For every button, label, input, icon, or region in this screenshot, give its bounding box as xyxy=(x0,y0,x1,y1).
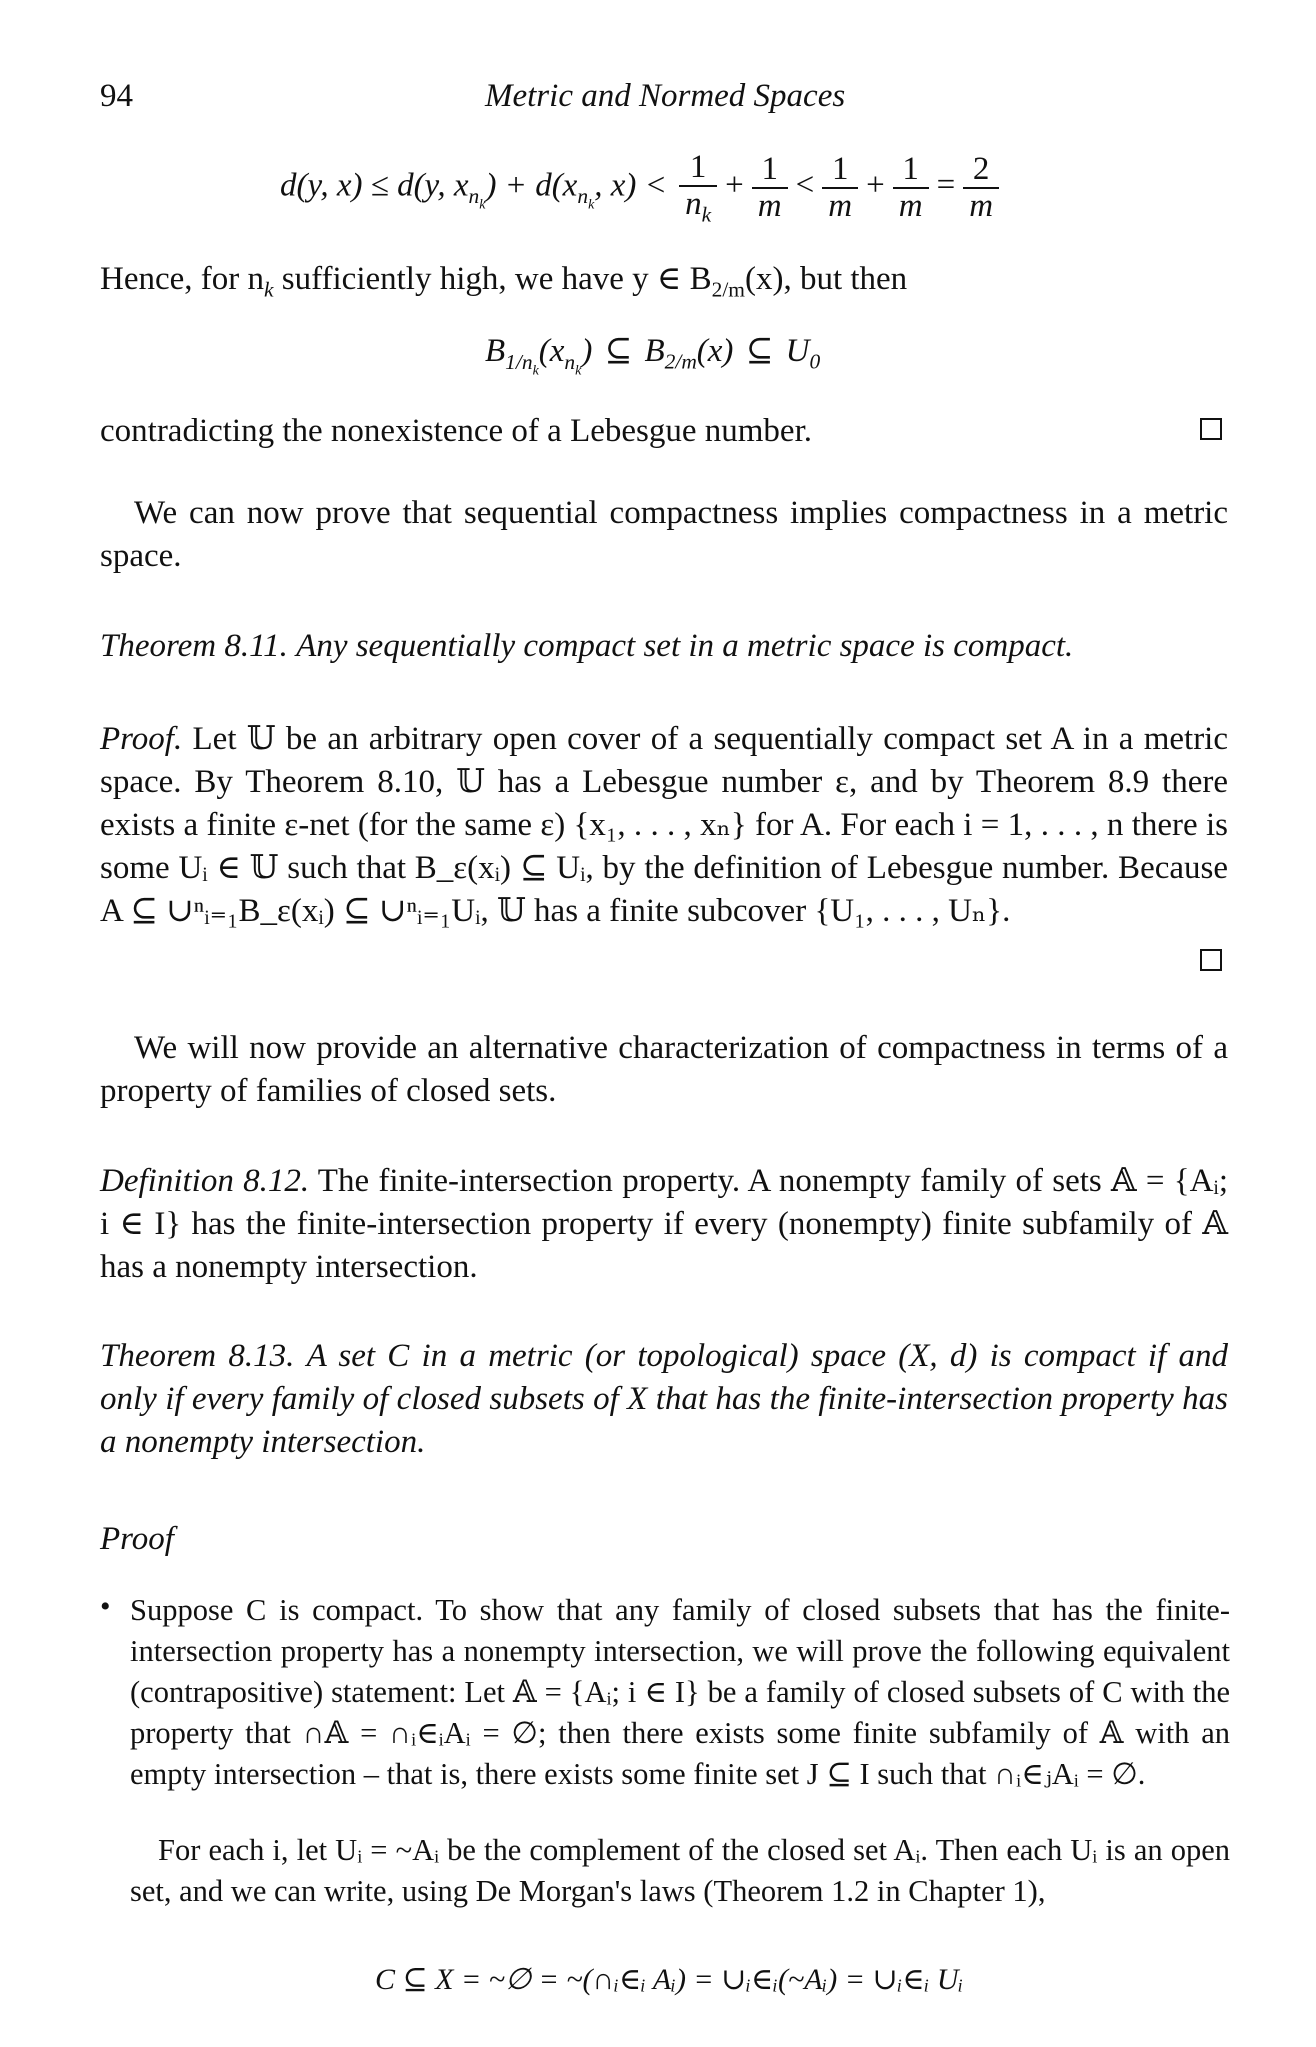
definition-8-12-text: The finite-intersection property. A nonempty family of sets 𝔸 = {Aᵢ; i ∈ I} has the finite-intersection property if every (nonempty) finite subfamily of 𝔸 has a nonempty intersection. xyxy=(100,1163,1229,1285)
definition-8-12 xyxy=(100,1160,1228,1289)
proof-8-13-heading: Proof xyxy=(100,1521,174,1557)
eq1-plus-2: + xyxy=(866,167,885,204)
frac4-den: m xyxy=(898,187,923,224)
proof-8-11-text: Let 𝕌 be an arbitrary open cover of a sequentially compact set A in a metric space. By Theorem 8.10, 𝕌 has a Lebesgue number ε, and by Theorem 8.9 there exists a finite ε-net (for the same ε) {x₁, . . . , xₙ} for A. For each i = 1, . . . , n there is some Uᵢ ∈ 𝕌 such that B_ε(xᵢ) ⊆ Uᵢ, by the definition of Lebesgue number. Because A ⊆ ∪ⁿᵢ₌₁B_ε(xᵢ) ⊆ ∪ⁿᵢ₌₁Uᵢ, 𝕌 has a finite subcover {U₁, . . . , Uₙ}. xyxy=(100,721,1228,929)
frac5-num: 2 xyxy=(963,152,999,189)
eq1-lhs-subsub2: k xyxy=(588,197,595,213)
eq1-lhs-sub2: n xyxy=(577,184,589,209)
eq2-b1-arg: (x xyxy=(538,333,565,369)
paragraph-we-can-now: We can now prove that sequential compactness implies compactness in a metric space. xyxy=(100,495,1228,574)
proof-8-11-label: Proof. xyxy=(100,721,183,757)
proof-8-13-label xyxy=(100,1518,1228,1561)
frac4-num: 1 xyxy=(893,152,929,189)
definition-8-12-label: Definition 8.12. xyxy=(100,1163,310,1199)
theorem-8-11 xyxy=(100,625,1228,668)
frac3-den: m xyxy=(828,187,853,224)
eq2-subset-2: ⊆ xyxy=(745,333,774,369)
equation-ball-inclusion xyxy=(485,330,820,379)
eq2-b2: B xyxy=(644,333,665,369)
eq2-b1: B xyxy=(485,333,506,369)
running-head: Metric and Normed Spaces xyxy=(485,78,846,114)
frac2-num: 1 xyxy=(752,152,788,189)
fraction-1-m-b xyxy=(822,152,858,223)
proof-8-13-bullet-text: Suppose C is compact. To show that any family of closed subsets that has the finite-intersection property has a nonempty intersection, we will prove the following equivalent (contrapositive) statement: Let 𝔸 = {Aᵢ; i ∈ I} be a family of closed subsets of C with the property that ∩𝔸 = ∩ᵢ∈ᵢAᵢ = ∅; then there exists some finite subfamily of 𝔸 with an empty intersection – that is, there exists some finite set J ⊆ I such that ∩ᵢ∈ⱼAᵢ = ∅. xyxy=(130,1593,1230,1791)
hence-sub-2m: 2/m xyxy=(711,277,745,302)
eq1-lhs-sub: n xyxy=(468,184,480,209)
page-header xyxy=(100,78,1226,118)
qed-box-1 xyxy=(1200,418,1222,440)
frac1-den-sub: k xyxy=(701,202,712,227)
paragraph-alternative: We will now provide an alternative characterization of compactness in terms of a property of families of closed sets. xyxy=(100,1030,1228,1109)
theorem-8-13 xyxy=(100,1335,1228,1464)
equation-distance-bound xyxy=(280,150,1003,226)
eq2-b1-arg-sub: n xyxy=(564,349,576,374)
frac3-num: 1 xyxy=(822,152,858,189)
frac5-den: m xyxy=(969,187,994,224)
qed-box-2 xyxy=(1200,949,1222,971)
theorem-8-13-label: Theorem 8.13. xyxy=(100,1338,295,1374)
paragraph-hence xyxy=(100,258,1228,312)
eq1-lhs-subsub: k xyxy=(479,197,486,213)
hence-text-3: (x), but then xyxy=(744,261,908,297)
eq2-u: U xyxy=(785,333,810,369)
hence-sub-k: k xyxy=(264,277,274,302)
eq2-b1-arg-subsub: k xyxy=(575,362,582,378)
eq2-b2-sub: 2/m xyxy=(664,349,697,374)
proof-8-13-para2: For each i, let Uᵢ = ~Aᵢ be the complement of the closed set Aᵢ. Then each Uᵢ is an open set, and we can write, using De Morgan's laws (Theorem 1.2 in Chapter 1), xyxy=(130,1833,1230,1908)
theorem-8-13-text: A set C in a metric (or topological) space (X, d) is compact if and only if every family of closed subsets of X that has the finite-intersection property has a nonempty intersection. xyxy=(100,1338,1228,1460)
fraction-1-m-a xyxy=(752,152,788,223)
proof-8-11 xyxy=(100,718,1228,933)
fraction-1-nk xyxy=(679,150,717,226)
theorem-8-11-text: Any sequentially compact set in a metric space is compact. xyxy=(296,628,1074,664)
eq2-u-sub: 0 xyxy=(809,349,821,374)
frac1-den: n xyxy=(685,185,702,222)
eq1-lt: < xyxy=(795,167,815,204)
eq1-lhs-tail: , x) < xyxy=(594,167,667,204)
bullet-marker: • xyxy=(100,1590,111,1623)
fraction-1-m-c xyxy=(893,152,929,223)
fraction-2-m xyxy=(963,152,999,223)
hence-text-2: sufficiently high, we have y ∈ B xyxy=(273,261,712,297)
eq1-lhs-mid: ) + d(x xyxy=(485,167,578,204)
eq2-b1-sub: 1/n xyxy=(505,349,533,374)
eq2-b2-arg: (x) xyxy=(696,333,734,369)
frac1-num: 1 xyxy=(679,150,717,187)
equation-de-morgan: C ⊆ X = ~∅ = ~(∩ᵢ∈ᵢ Aᵢ) = ∪ᵢ∈ᵢ(~Aᵢ) = ∪ᵢ∈ᵢ Uᵢ xyxy=(375,1963,964,1996)
frac2-den: m xyxy=(757,187,782,224)
eq1-plus-1: + xyxy=(725,167,744,204)
hence-text-1: Hence, for n xyxy=(100,261,265,297)
theorem-8-11-label: Theorem 8.11. xyxy=(100,628,288,664)
eq1-equals: = xyxy=(936,167,956,204)
page-number: 94 xyxy=(100,78,133,114)
eq2-subset-1: ⊆ xyxy=(604,333,633,369)
paragraph-contradicting: contradicting the nonexistence of a Lebesgue number. xyxy=(100,413,812,449)
eq2-b1-subsub: k xyxy=(532,362,539,378)
eq1-lhs: d(y, x) ≤ d(y, x xyxy=(280,167,469,204)
eq2-b1-close: ) xyxy=(581,333,593,369)
